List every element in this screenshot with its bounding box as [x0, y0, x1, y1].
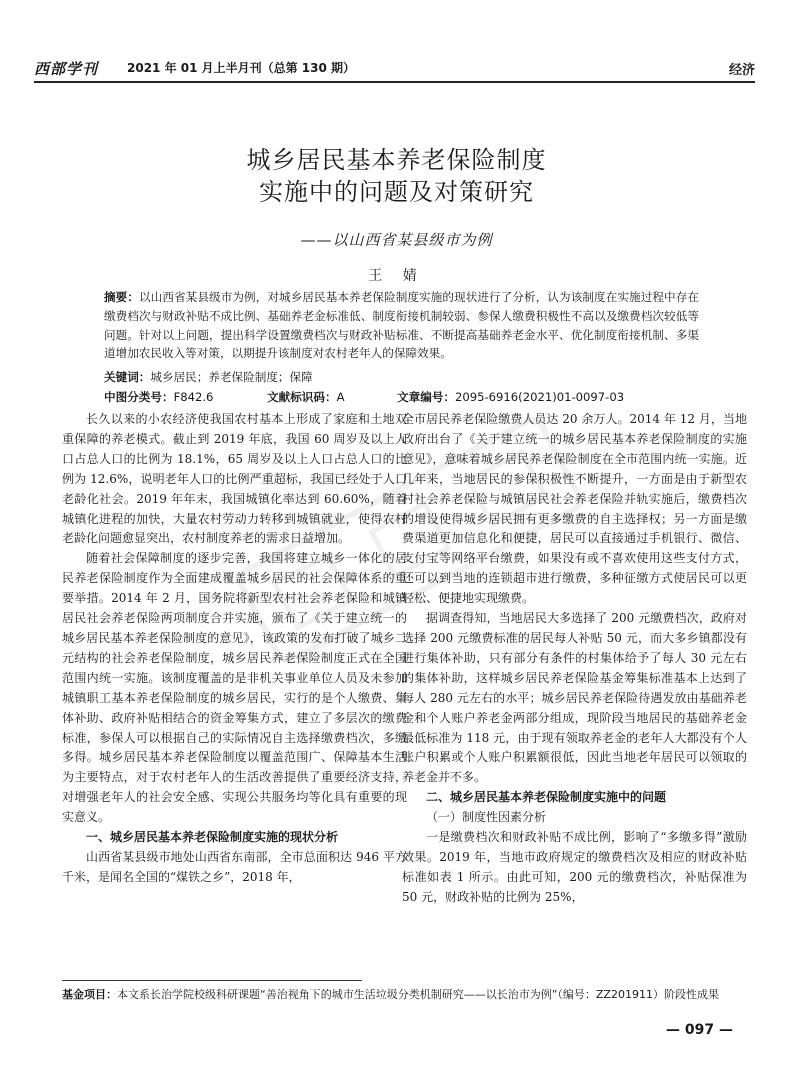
classification-row	[104, 389, 699, 407]
clc-label: 中图分类号：	[104, 390, 174, 404]
abstract	[104, 288, 699, 363]
footnote-divider	[62, 980, 362, 981]
running-header	[34, 58, 755, 80]
body-paragraph: 一是缴费档次和财政补贴不成比例，影响了“多缴多得”激励效果。2019 年，当地市政府规定的缴费档次及相应的财政补贴标准如表 1 所示。由此可知，200 元的缴费档次，补贴保准为 50 元，财政补贴的比例为 25%，	[402, 830, 747, 904]
header-divider	[34, 81, 755, 83]
keywords-text: 城乡居民；养老保险制度；保障	[150, 370, 313, 384]
doc-label: 文献标识码：	[267, 390, 337, 404]
author-name: 王 婧	[368, 268, 425, 284]
abstract-label: 摘要：	[104, 290, 140, 304]
article-title-line2: 实施中的问题及对策研究	[259, 178, 534, 206]
section-heading: 一、城乡居民基本养老保险制度实施的现状分析	[86, 830, 339, 845]
body-column-right	[402, 410, 747, 908]
journal-logo: 西部学刊	[34, 60, 99, 78]
section-label: 经济	[728, 63, 755, 78]
article-subtitle: ——以山西省某县级市为例	[300, 231, 493, 249]
footnote-label: 基金项目：	[62, 988, 117, 1001]
body-paragraph: 据调查得知，当地居民大多选择了 200 元缴费档次，政府对选择 200 元缴费标准的居民每人补贴 50 元，而大多乡镇都没有进行集体补助，只有部分有条件的村集体给予了每人 30 元左右的集体补助，这样城乡居民养老保险基金筹集标准基本上达到了每人 280 元左右的水平；城乡居民养老保险待遇发放由基础养老金和个人账户养老金两部分组成，现阶段当地居民的基础养老金最低标准为 118 元，由于现有领取养老金的老年人大都没有个人账户积累或个人账户积累额很低，因此当地老年居民可以领取的养老金并不多。	[402, 611, 747, 785]
page-number: — 097 —	[666, 1022, 733, 1038]
article-number	[397, 389, 624, 405]
article-title-line1: 城乡居民基本养老保险制度	[246, 146, 547, 174]
article-label: 文章编号：	[397, 390, 455, 404]
body-paragraph: 随着社会保障制度的逐步完善，我国将建立城乡一体化的居民养老保险制度作为全面建成覆盖城乡居民的社会保障体系的重要举措。2014 年 2 月，国务院将新型农村社会养老保险和城镇居民社会养老保险两项制度合并实施，颁布了《关于建立统一的城乡居民基本养老保险制度的意见》，该政策的发布打破了城乡二元结构的社会养老保险制度，城乡居民养老保险制度正式在全国范围内统一实施。该制度覆盖的是非机关事业单位人员及未参加城镇职工基本养老保险制度的城乡居民，实行的是个人缴费、集体补助、政府补贴相结合的资金筹集方式，建立了多层次的缴费标准，参保人可以根据自己的实际情况自主选择缴费档次，多缴多得。城乡居民基本养老保险制度以覆盖范围广、保障基本生活为主要特点，对于农村老年人的生活改善提供了重要经济支持，对增强老年人的社会安全感、实现公共服务均等化具有重要的现实意义。	[62, 551, 407, 825]
body-paragraph: 长久以来的小农经济使我国农村基本上形成了家庭和土地双重保障的养老模式。截止到 2019 年底，我国 60 周岁及以上人口占总人口的比例为 18.1%，65 周岁及以上人口占总人口的比例为 12.6%，说明老年人口的比例严重超标，我国已经处于人口老龄化社会。2019 年年末，我国城镇化率达到 60.60%，随着城镇化进程的加快，大量农村劳动力转移到城镇就业，使得农村老龄化问题愈显突出，农村制度养老的需求日益增加。	[62, 412, 407, 546]
issue-info: 2021 年 01 月上半月刊（总第 130 期）	[127, 61, 356, 75]
document-code	[267, 389, 345, 405]
clc-number	[104, 389, 213, 405]
body-paragraph-continued: 全市居民养老保险缴费人员达 20 余万人。2014 年 12 月，当地政府出台了《关于建立统一的城乡居民基本养老保险制度的实施意见》，意味着城乡居民养老保险制度在全市范围内统一实施。近几年来，当地居民的参保积极性不断提升，一方面是由于新型农村社会养老保险与城镇居民社会养老保险并轨实施后，缴费档次的增设使得城乡居民拥有更多缴费的自主选择权；另一方面是缴费渠道更加信息化和便捷，居民可以直接通过手机银行、微信、支付宝等网络平台缴费，如果没有或不喜欢使用这些支付方式，还可以到当地的连锁超市进行缴费，多种征缴方式使居民可以更轻松、便捷地实现缴费。	[402, 412, 747, 606]
footnote	[62, 986, 737, 1003]
doc-value: A	[336, 390, 345, 404]
body-column-left	[62, 410, 407, 888]
clc-value: F842.6	[173, 390, 214, 404]
abstract-text: 以山西省某县级市为例，对城乡居民基本养老保险制度实施的现状进行了分析，认为该制度在实施过程中存在缴费档次与财政补贴不成比例、基础养老金标准低、制度衔接机制较弱、参保人缴费积极性不高以及缴费档次较低等问题。针对以上问题，提出科学设置缴费档次与财政补贴标准、不断提高基础养老金水平、优化制度衔接机制、多渠道增加农民收入等对策，以期提升该制度对农村老年人的保障效果。	[104, 290, 699, 361]
subsection-heading: （一）制度性因素分析	[426, 810, 547, 825]
body-paragraph: 山西省某县级市地处山西省东南部，全市总面积达 946 平方千米，是闻名全国的“煤铁之乡”，2018 年，	[62, 849, 407, 884]
keywords	[104, 369, 313, 385]
keywords-label: 关键词：	[104, 370, 151, 384]
section-heading: 二、城乡居民基本养老保险制度实施中的问题	[426, 790, 667, 805]
article-value: 2095-6916(2021)01-0097-03	[454, 390, 625, 404]
footnote-text: 本文系长治学院校级科研课题“善治视角下的城市生活垃圾分类机制研究——以长治市为例”（编号：ZZ201911）阶段性成果	[117, 988, 719, 1001]
